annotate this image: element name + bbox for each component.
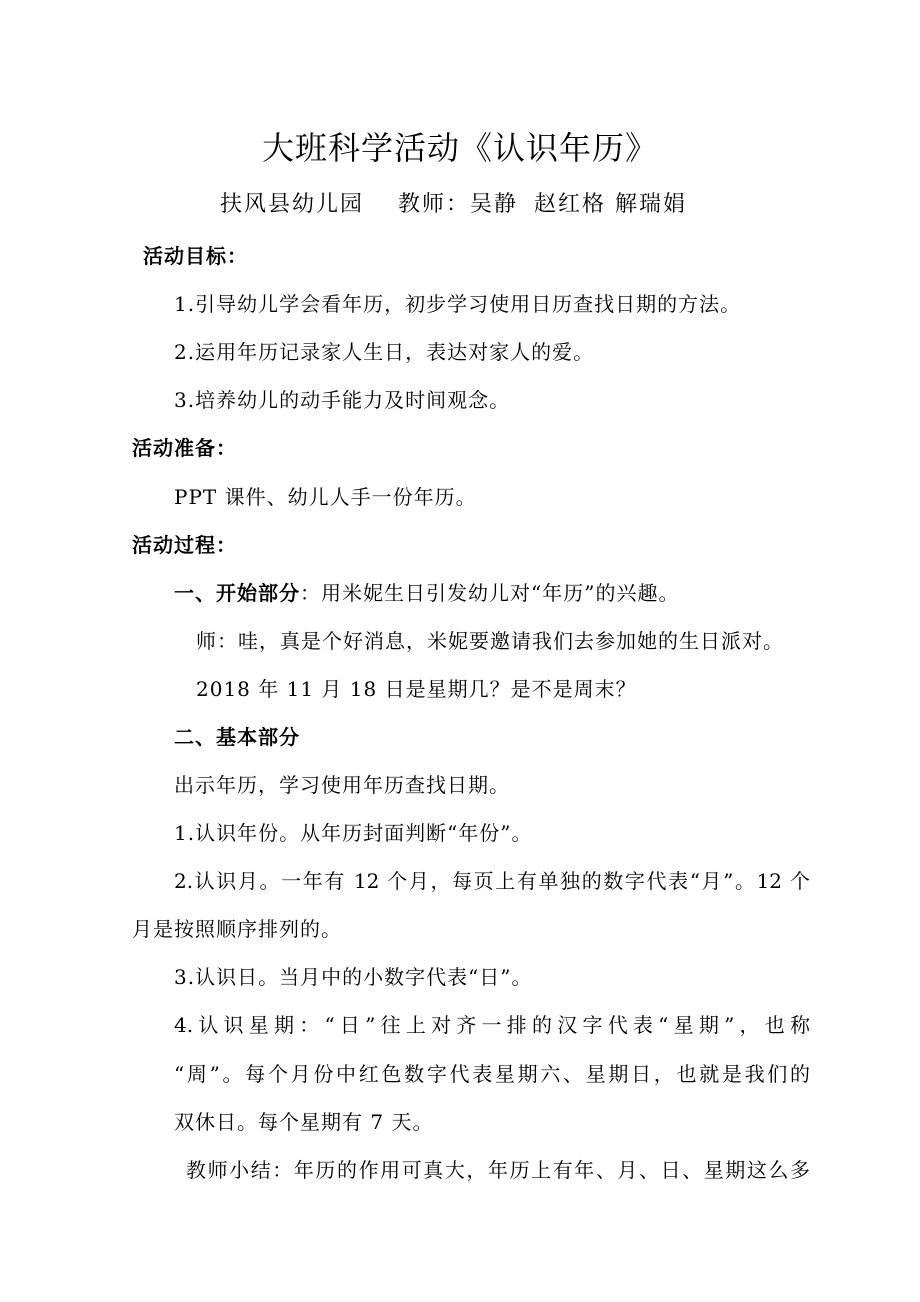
part2-item-4-line-2: “周”。每个月份中红色数字代表星期六、星期日，也就是我们的 <box>174 1062 810 1086</box>
part2-item-2-line-2: 月是按照顺序排列的。 <box>132 917 342 941</box>
part1-line <box>174 580 679 606</box>
school-name: 扶风县幼儿园 <box>220 192 365 217</box>
part1-question: 2018 年 11 月 18 日是星期几？是不是周末？ <box>196 677 637 701</box>
document-title: 大班科学活动《认识年历》 <box>261 129 658 167</box>
teacher-label: 教师：吴静 <box>398 192 519 217</box>
goal-item-1: 1.引导幼儿学会看年历，初步学习使用日历查找日期的方法。 <box>174 292 742 316</box>
part2-intro: 出示年历，学习使用年历查找日期。 <box>174 773 510 797</box>
part1-teacher-line: 师：哇，真是个好消息，米妮要邀请我们去参加她的生日派对。 <box>196 629 784 653</box>
goal-item-3: 3.培养幼儿的动手能力及时间观念。 <box>174 388 511 412</box>
process-heading: 活动过程： <box>132 533 237 557</box>
preparation-text: PPT 课件、幼儿人手一份年历。 <box>174 485 477 509</box>
goals-heading: 活动目标： <box>143 244 248 268</box>
part2-item-4-line-1: 4.认识星期：“日”往上对齐一排的汉字代表“星期”，也称 <box>174 1013 810 1037</box>
part2-item-4-line-3: 双休日。每个星期有 7 天。 <box>174 1110 434 1134</box>
part2-item-1: 1.认识年份。从年历封面判断“年份”。 <box>174 821 533 845</box>
part1-text: ：用米妮生日引发幼儿对“年历”的兴趣。 <box>300 581 680 605</box>
byline <box>220 192 687 218</box>
teacher-summary: 教师小结：年历的作用可真大，年历上有年、月、日、星期这么多 <box>186 1158 810 1182</box>
part1-label: 一、开始部分 <box>174 581 300 605</box>
goal-item-2: 2.运用年历记录家人生日，表达对家人的爱。 <box>174 340 595 364</box>
part2-item-2-line-1: 2.认识月。一年有 12 个月，每页上有单独的数字代表“月”。12 个 <box>174 869 810 893</box>
part2-item-3: 3.认识日。当月中的小数字代表“日”。 <box>174 965 533 989</box>
part2-heading: 二、基本部分 <box>174 725 300 749</box>
preparation-heading: 活动准备： <box>132 436 237 460</box>
teacher-name-2: 赵红格 <box>534 192 607 217</box>
teacher-name-3: 解瑞娟 <box>615 192 688 217</box>
